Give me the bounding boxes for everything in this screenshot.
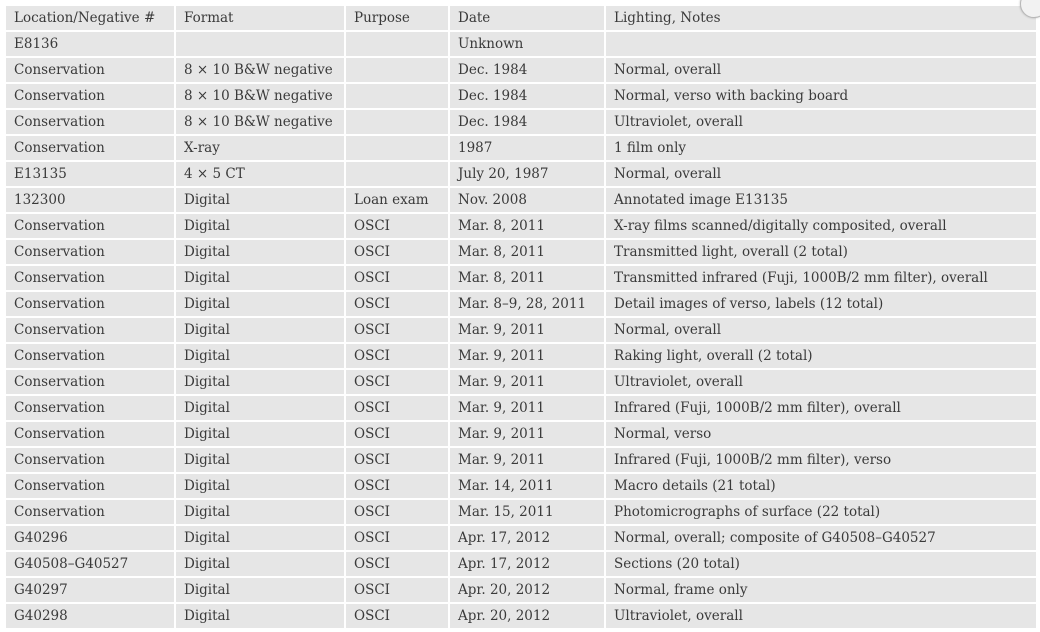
cell-date: Mar. 14, 2011 <box>450 474 604 498</box>
cell-format: Digital <box>176 266 344 290</box>
cell-format: Digital <box>176 292 344 316</box>
cell-location: Conservation <box>6 136 174 160</box>
table-row <box>6 162 1036 186</box>
cell-format: Digital <box>176 214 344 238</box>
cell-location: Conservation <box>6 214 174 238</box>
table-row <box>6 136 1036 160</box>
cell-lighting-notes: Annotated image E13135 <box>606 188 1036 212</box>
table-row <box>6 396 1036 420</box>
table-row <box>6 578 1036 602</box>
cell-purpose: OSCI <box>346 240 448 264</box>
cell-format: Digital <box>176 526 344 550</box>
cell-format: Digital <box>176 604 344 628</box>
cell-lighting-notes: Raking light, overall (2 total) <box>606 344 1036 368</box>
cell-date: July 20, 1987 <box>450 162 604 186</box>
cell-date: Apr. 17, 2012 <box>450 552 604 576</box>
cell-format: 8 × 10 B&W negative <box>176 58 344 82</box>
cell-lighting-notes: 1 film only <box>606 136 1036 160</box>
cell-format: Digital <box>176 422 344 446</box>
cell-lighting-notes: Detail images of verso, labels (12 total) <box>606 292 1036 316</box>
cell-format: Digital <box>176 448 344 472</box>
cell-date: Mar. 9, 2011 <box>450 344 604 368</box>
cell-lighting-notes: X-ray films scanned/digitally composited, overall <box>606 214 1036 238</box>
header-format: Format <box>176 6 344 30</box>
cell-purpose <box>346 32 448 56</box>
cell-purpose: OSCI <box>346 578 448 602</box>
table-row <box>6 448 1036 472</box>
cell-purpose: OSCI <box>346 526 448 550</box>
cell-location: G40298 <box>6 604 174 628</box>
table-row <box>6 214 1036 238</box>
cell-location: Conservation <box>6 448 174 472</box>
cell-date: Nov. 2008 <box>450 188 604 212</box>
cell-purpose: OSCI <box>346 266 448 290</box>
cell-date: Mar. 8, 2011 <box>450 240 604 264</box>
cell-purpose: OSCI <box>346 448 448 472</box>
cell-location: Conservation <box>6 422 174 446</box>
cell-location: Conservation <box>6 500 174 524</box>
cell-format: X-ray <box>176 136 344 160</box>
cell-lighting-notes: Transmitted infrared (Fuji, 1000B/2 mm filter), overall <box>606 266 1036 290</box>
cell-location: Conservation <box>6 396 174 420</box>
cell-purpose: OSCI <box>346 604 448 628</box>
cell-location: G40508–G40527 <box>6 552 174 576</box>
cell-location: E13135 <box>6 162 174 186</box>
table-row <box>6 266 1036 290</box>
header-date: Date <box>450 6 604 30</box>
cell-location: Conservation <box>6 84 174 108</box>
cell-location: Conservation <box>6 318 174 342</box>
cell-date: Mar. 9, 2011 <box>450 396 604 420</box>
cell-location: Conservation <box>6 266 174 290</box>
cell-format: Digital <box>176 344 344 368</box>
cell-purpose: OSCI <box>346 370 448 394</box>
table-row <box>6 58 1036 82</box>
cell-lighting-notes: Normal, overall <box>606 58 1036 82</box>
cell-location: E8136 <box>6 32 174 56</box>
cell-purpose: OSCI <box>346 474 448 498</box>
cell-purpose: OSCI <box>346 396 448 420</box>
table-row <box>6 32 1036 56</box>
cell-date: Dec. 1984 <box>450 58 604 82</box>
cell-location: Conservation <box>6 370 174 394</box>
cell-purpose: OSCI <box>346 318 448 342</box>
cell-purpose: OSCI <box>346 552 448 576</box>
table-header-row <box>6 6 1036 30</box>
cell-date: Mar. 9, 2011 <box>450 370 604 394</box>
cell-lighting-notes: Photomicrographs of surface (22 total) <box>606 500 1036 524</box>
cell-date: Mar. 9, 2011 <box>450 422 604 446</box>
cell-format: Digital <box>176 318 344 342</box>
cell-lighting-notes: Ultraviolet, overall <box>606 110 1036 134</box>
cell-date: Mar. 9, 2011 <box>450 448 604 472</box>
cell-format: Digital <box>176 396 344 420</box>
cell-lighting-notes: Macro details (21 total) <box>606 474 1036 498</box>
photo-documentation-table <box>4 4 1038 630</box>
header-location: Location/Negative # <box>6 6 174 30</box>
cell-format: Digital <box>176 188 344 212</box>
cell-lighting-notes: Normal, overall <box>606 162 1036 186</box>
table-row <box>6 552 1036 576</box>
cell-format: 8 × 10 B&W negative <box>176 84 344 108</box>
table-row <box>6 292 1036 316</box>
table-row <box>6 604 1036 628</box>
cell-purpose: OSCI <box>346 214 448 238</box>
table-row <box>6 84 1036 108</box>
cell-date: Apr. 17, 2012 <box>450 526 604 550</box>
cell-location: G40297 <box>6 578 174 602</box>
cell-lighting-notes: Normal, verso <box>606 422 1036 446</box>
cell-date: Apr. 20, 2012 <box>450 578 604 602</box>
cell-location: Conservation <box>6 344 174 368</box>
cell-date: Mar. 8–9, 28, 2011 <box>450 292 604 316</box>
cell-purpose <box>346 110 448 134</box>
cell-location: Conservation <box>6 110 174 134</box>
cell-purpose <box>346 162 448 186</box>
table-row <box>6 318 1036 342</box>
cell-lighting-notes: Normal, overall; composite of G40508–G40527 <box>606 526 1036 550</box>
cell-location: 132300 <box>6 188 174 212</box>
table-body <box>6 32 1036 628</box>
table-row <box>6 344 1036 368</box>
cell-purpose: Loan exam <box>346 188 448 212</box>
cell-format: Digital <box>176 500 344 524</box>
header-lighting-notes: Lighting, Notes <box>606 6 1036 30</box>
cell-purpose: OSCI <box>346 292 448 316</box>
cell-format: Digital <box>176 370 344 394</box>
cell-format: Digital <box>176 578 344 602</box>
cell-location: Conservation <box>6 240 174 264</box>
cell-format: 4 × 5 CT <box>176 162 344 186</box>
cell-lighting-notes <box>606 32 1036 56</box>
cell-purpose <box>346 58 448 82</box>
table-row <box>6 526 1036 550</box>
cell-lighting-notes: Infrared (Fuji, 1000B/2 mm filter), verso <box>606 448 1036 472</box>
cell-format: Digital <box>176 474 344 498</box>
cell-location: Conservation <box>6 58 174 82</box>
cell-purpose: OSCI <box>346 422 448 446</box>
cell-format: Digital <box>176 552 344 576</box>
table-row <box>6 500 1036 524</box>
cell-date: Dec. 1984 <box>450 110 604 134</box>
table-row <box>6 370 1036 394</box>
table-row <box>6 188 1036 212</box>
cell-location: G40296 <box>6 526 174 550</box>
table-row <box>6 422 1036 446</box>
cell-location: Conservation <box>6 292 174 316</box>
cell-date: Mar. 8, 2011 <box>450 266 604 290</box>
cell-date: Mar. 15, 2011 <box>450 500 604 524</box>
cell-date: 1987 <box>450 136 604 160</box>
cell-lighting-notes: Ultraviolet, overall <box>606 370 1036 394</box>
cell-lighting-notes: Normal, frame only <box>606 578 1036 602</box>
cell-date: Mar. 9, 2011 <box>450 318 604 342</box>
cell-date: Mar. 8, 2011 <box>450 214 604 238</box>
table-row <box>6 474 1036 498</box>
table-row <box>6 110 1036 134</box>
cell-purpose: OSCI <box>346 344 448 368</box>
cell-date: Apr. 20, 2012 <box>450 604 604 628</box>
cell-lighting-notes: Transmitted light, overall (2 total) <box>606 240 1036 264</box>
cell-purpose <box>346 84 448 108</box>
header-purpose: Purpose <box>346 6 448 30</box>
cell-format <box>176 32 344 56</box>
cell-format: 8 × 10 B&W negative <box>176 110 344 134</box>
cell-format: Digital <box>176 240 344 264</box>
cell-lighting-notes: Infrared (Fuji, 1000B/2 mm filter), overall <box>606 396 1036 420</box>
table-row <box>6 240 1036 264</box>
cell-lighting-notes: Sections (20 total) <box>606 552 1036 576</box>
cell-location: Conservation <box>6 474 174 498</box>
cell-purpose <box>346 136 448 160</box>
cell-lighting-notes: Normal, verso with backing board <box>606 84 1036 108</box>
cell-lighting-notes: Normal, overall <box>606 318 1036 342</box>
cell-date: Unknown <box>450 32 604 56</box>
cell-date: Dec. 1984 <box>450 84 604 108</box>
cell-lighting-notes: Ultraviolet, overall <box>606 604 1036 628</box>
cell-purpose: OSCI <box>346 500 448 524</box>
